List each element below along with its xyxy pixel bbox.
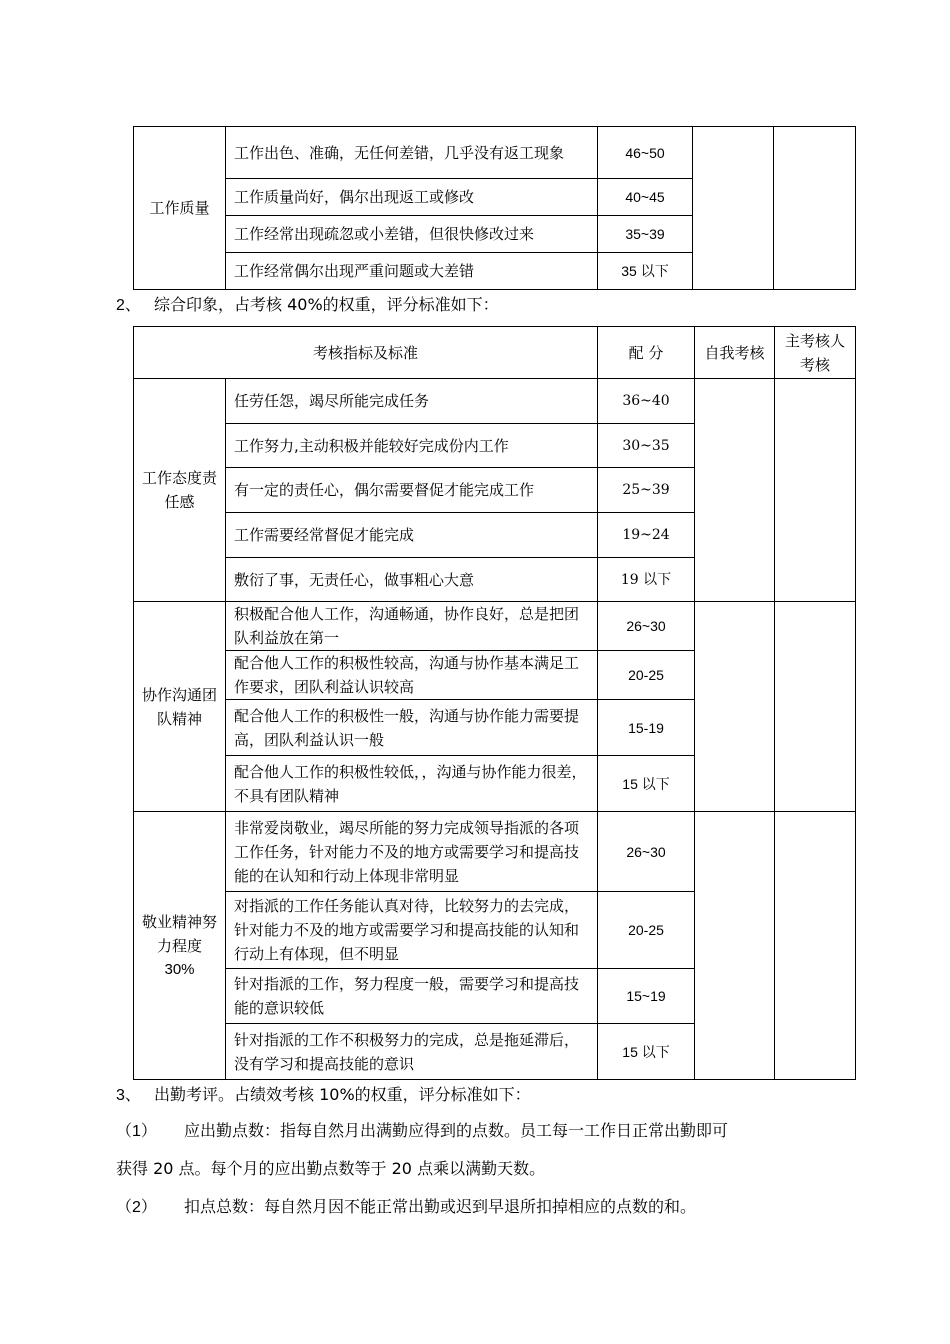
header-supervisor: 主考核人考核 xyxy=(775,327,856,379)
category-label: 敬业精神努力程度 xyxy=(141,912,217,955)
score-cell: 40~45 xyxy=(598,179,693,216)
criterion-cell: 工作经常出现疏忽或小差错，但很快修改过来 xyxy=(226,216,598,253)
score-cell: 36~40 xyxy=(598,379,695,424)
self-assessment-cell[interactable] xyxy=(695,812,775,1080)
criterion-cell: 针对指派的工作，努力程度一般，需要学习和提高技能的意识较低 xyxy=(226,969,598,1024)
section-3-heading xyxy=(116,1082,531,1105)
supervisor-assessment-cell[interactable] xyxy=(775,379,856,602)
criterion-cell: 配合他人工作的积极性较低，，沟通与协作能力很差，不具有团队精神 xyxy=(226,756,598,812)
header-criteria: 考核指标及标准 xyxy=(134,327,598,379)
score-cell: 26~30 xyxy=(598,602,695,651)
paragraph-text: 应出勤点数：指每自然月出满勤应得到的点数。员工每一工作日正常出勤即可 xyxy=(184,1121,729,1140)
criterion-cell: 配合他人工作的积极性较高，沟通与协作基本满足工作要求，团队利益认识较高 xyxy=(226,651,598,700)
score-cell: 20-25 xyxy=(598,892,695,969)
score-cell: 19~24 xyxy=(598,513,695,558)
criterion-cell: 对指派的工作任务能认真对待，比较努力的去完成，针对能力不及的地方或需要学习和提高技能的认知和行动上有体现，但不明显 xyxy=(226,892,598,969)
paragraph-1 xyxy=(116,1118,728,1141)
criterion-cell: 非常爱岗敬业，竭尽所能的努力完成领导指派的各项工作任务，针对能力不及的地方或需要学习和提高技能的在认知和行动上体现非常明显 xyxy=(226,812,598,892)
category-cell: 工作质量 xyxy=(134,127,226,290)
criterion-cell: 工作努力,主动积极并能较好完成份内工作 xyxy=(226,424,598,468)
section-text: 出勤考评。占绩效考核 10%的权重，评分标准如下： xyxy=(154,1085,531,1104)
criterion-cell: 敷衍了事，无责任心，做事粗心大意 xyxy=(226,558,598,602)
category-cell: 工作态度责任感 xyxy=(134,379,226,602)
self-assessment-cell[interactable] xyxy=(695,602,775,812)
quality-table xyxy=(133,126,856,290)
score-cell: 46~50 xyxy=(598,127,693,179)
criterion-cell: 工作出色、准确，无任何差错，几乎没有返工现象 xyxy=(226,127,598,179)
impression-table xyxy=(133,326,856,1080)
paragraph-number: （1） xyxy=(116,1123,157,1140)
criterion-cell: 配合他人工作的积极性一般，沟通与协作能力需要提高，团队利益认识一般 xyxy=(226,700,598,756)
header-score: 配 分 xyxy=(598,327,695,379)
criterion-cell: 有一定的责任心，偶尔需要督促才能完成工作 xyxy=(226,468,598,513)
section-number: 3、 xyxy=(116,1087,141,1104)
score-cell: 35 以下 xyxy=(598,253,693,290)
category-percentage: 30% xyxy=(164,960,195,978)
criterion-cell: 工作质量尚好，偶尔出现返工或修改 xyxy=(226,179,598,216)
score-cell: 15 以下 xyxy=(598,1024,695,1080)
header-self: 自我考核 xyxy=(695,327,775,379)
score-cell: 30~35 xyxy=(598,424,695,468)
paragraph-1-continued: 获得 20 点。每个月的应出勤点数等于 20 点乘以满勤天数。 xyxy=(116,1159,546,1178)
section-number: 2、 xyxy=(116,297,141,314)
score-cell: 19 以下 xyxy=(598,558,695,602)
score-cell: 15-19 xyxy=(598,700,695,756)
score-cell: 15~19 xyxy=(598,969,695,1024)
score-cell: 20-25 xyxy=(598,651,695,700)
section-text: 综合印象，占考核 40%的权重，评分标准如下： xyxy=(154,295,499,314)
paragraph-text: 扣点总数：每自然月因不能正常出勤或迟到早退所扣掉相应的点数的和。 xyxy=(184,1197,697,1216)
criterion-cell: 工作需要经常督促才能完成 xyxy=(226,513,598,558)
category-cell: 协作沟通团队精神 xyxy=(134,602,226,812)
supervisor-assessment-cell[interactable] xyxy=(775,812,856,1080)
criterion-cell: 积极配合他人工作，沟通畅通，协作良好，总是把团队利益放在第一 xyxy=(226,602,598,651)
section-2-heading xyxy=(116,292,499,315)
score-cell: 35~39 xyxy=(598,216,693,253)
score-cell: 25~39 xyxy=(598,468,695,513)
criterion-cell: 针对指派的工作不积极努力的完成，总是拖延滞后，没有学习和提高技能的意识 xyxy=(226,1024,598,1080)
supervisor-assessment-cell[interactable] xyxy=(775,602,856,812)
criterion-cell: 任劳任怨，竭尽所能完成任务 xyxy=(226,379,598,424)
paragraph-2 xyxy=(116,1194,696,1217)
score-cell: 26~30 xyxy=(598,812,695,892)
category-cell xyxy=(134,812,226,1080)
self-assessment-cell[interactable] xyxy=(695,379,775,602)
criterion-cell: 工作经常偶尔出现严重问题或大差错 xyxy=(226,253,598,290)
score-cell: 15 以下 xyxy=(598,756,695,812)
supervisor-assessment-cell[interactable] xyxy=(774,127,856,290)
self-assessment-cell[interactable] xyxy=(693,127,774,290)
paragraph-number: （2） xyxy=(116,1199,157,1216)
